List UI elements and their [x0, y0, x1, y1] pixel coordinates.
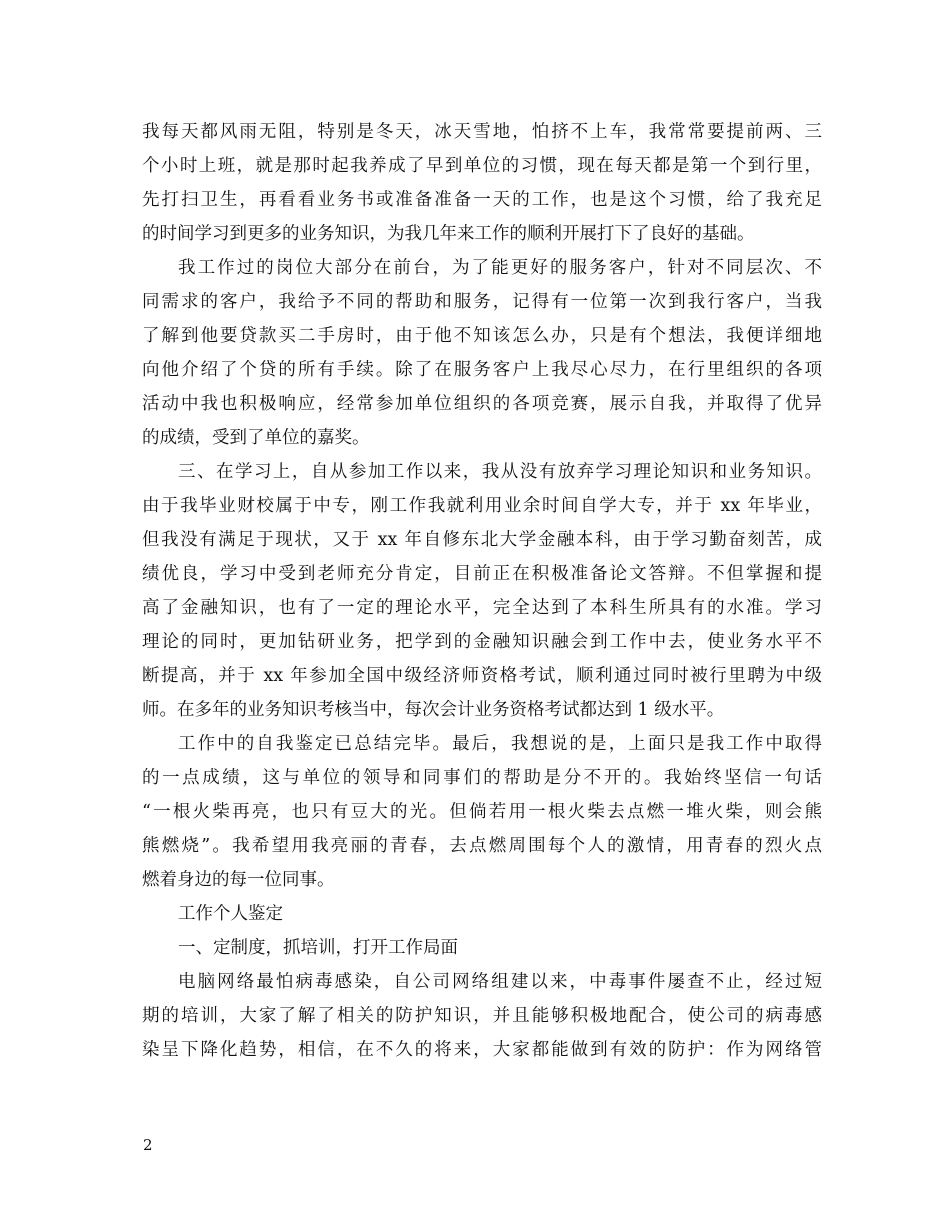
text-line: 三、在学习上，自从参加工作以来，我从没有放弃学习理论知识和业务知识。 [178, 462, 822, 482]
text-line: 我每天都风雨无阻，特别是冬天，冰天雪地，怕挤不上车，我常常要提前两、三 [142, 122, 822, 142]
text-line: 工作中的自我鉴定已总结完毕。最后，我想说的是，上面只是我工作中取得 [178, 734, 822, 754]
page-number: 2 [143, 1136, 153, 1154]
document-body [142, 115, 822, 1067]
text-line: 我工作过的岗位大部分在前台，为了能更好的服务客户，针对不同层次、不 [178, 258, 822, 278]
text-line: 同需求的客户，我给予不同的帮助和服务，记得有一位第一次到我行客户，当我 [142, 292, 822, 312]
text-line: 向他介绍了个贷的所有手续。除了在服务客户上我尽心尽力，在行里组织的各项 [142, 360, 822, 380]
text-line: 期的培训，大家了解了相关的防护知识，并且能够积极地配合，使公司的病毒感 [142, 1006, 822, 1026]
text-line: 的时间学习到更多的业务知识，为我几年来工作的顺利开展打下了良好的基础。 [142, 224, 755, 244]
text-line: 的一点成绩，这与单位的领导和同事们的帮助是分不开的。我始终坚信一句话 [142, 768, 822, 788]
text-line: 燃着身边的每一位同事。 [142, 870, 335, 890]
text-line: 由于我毕业财校属于中专，刚工作我就利用业余时间自学大专，并于 xx 年毕业， [142, 496, 822, 516]
text-line: 先打扫卫生，再看看业务书或准备准备一天的工作，也是这个习惯，给了我充足 [142, 190, 822, 210]
text-line: 一、定制度，抓培训，打开工作局面 [178, 938, 458, 958]
text-line: 个小时上班，就是那时起我养成了早到单位的习惯，现在每天都是第一个到行里， [142, 156, 822, 176]
text-line: 电脑网络最怕病毒感染，自公司网络组建以来，中毒事件屡查不止，经过短 [178, 972, 822, 992]
text-line: 的成绩，受到了单位的嘉奖。 [142, 428, 370, 448]
text-line: 染呈下降化趋势，相信，在不久的将来，大家都能做到有效的防护：作为网络管 [142, 1040, 822, 1060]
text-line: 工作个人鉴定 [178, 904, 283, 924]
text-line: 理论的同时，更加钻研业务，把学到的金融知识融会到工作中去，使业务水平不 [142, 632, 822, 652]
text-line: 活动中我也积极响应，经常参加单位组织的各项竞赛，展示自我，并取得了优异 [142, 394, 822, 414]
text-line: 绩优良，学习中受到老师充分肯定，目前正在积极准备论文答辩。不但掌握和提 [142, 564, 822, 584]
text-line: 熊燃烧”。我希望用我亮丽的青春，去点燃周围每个人的激情，用青春的烈火点 [142, 836, 822, 856]
text-line: 但我没有满足于现状，又于 xx 年自修东北大学金融本科，由于学习勤奋刻苦，成 [142, 530, 822, 550]
text-line: 高了金融知识，也有了一定的理论水平，完全达到了本科生所具有的水准。学习 [142, 598, 822, 618]
text-line: 断提高，并于 xx 年参加全国中级经济师资格考试，顺利通过同时被行里聘为中级 [142, 666, 822, 686]
text-line: 师。在多年的业务知识考核当中，每次会计业务资格考试都达到 1 级水平。 [142, 700, 725, 720]
text-line: 了解到他要贷款买二手房时，由于他不知该怎么办，只是有个想法，我便详细地 [142, 326, 822, 346]
text-line: “一根火柴再亮，也只有豆大的光。但倘若用一根火柴去点燃一堆火柴，则会熊 [142, 802, 822, 822]
